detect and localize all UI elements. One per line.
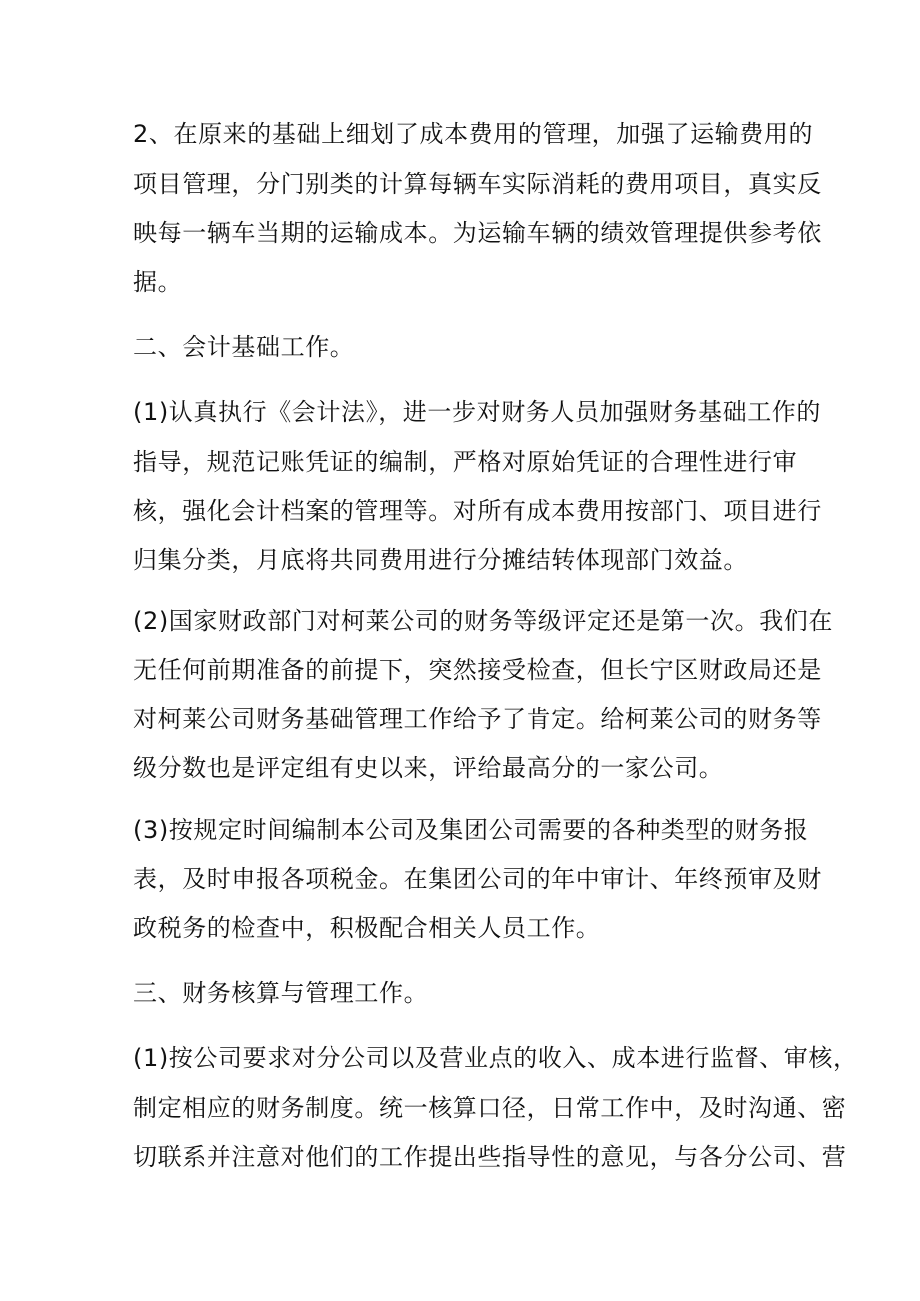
paragraph-3-line-4: 级分数也是评定组有史以来，评给最高分的一家公司。 xyxy=(133,754,724,782)
paragraph-3-line-2: 无任何前期准备的前提下，突然接受检查，但长宁区财政局还是 xyxy=(133,656,822,684)
paragraph-4-line-3: 政税务的检查中，积极配合相关人员工作。 xyxy=(133,914,601,942)
paragraph-1-line-2: 项目管理，分门别类的计算每辆车实际消耗的费用项目，真实反 xyxy=(133,170,822,198)
paragraph-2-line-4: 归集分类，月底将共同费用进行分摊结转体现部门效益。 xyxy=(133,546,748,574)
paragraph-5-line-1: (1)按公司要求对分公司以及营业点的收入、成本进行监督、审核， xyxy=(133,1044,858,1072)
paragraph-1-line-4: 据。 xyxy=(133,268,183,296)
paragraph-2-line-3: 核，强化会计档案的管理等。对所有成本费用按部门、项目进行 xyxy=(133,497,822,525)
paragraph-1-line-3: 映每一辆车当期的运输成本。为运输车辆的绩效管理提供参考依 xyxy=(133,219,822,247)
paragraph-1-line-1: 2、在原来的基础上细划了成本费用的管理，加强了运输费用的 xyxy=(133,120,814,148)
section-heading-financial-accounting: 三、财务核算与管理工作。 xyxy=(133,979,429,1007)
section-heading-accounting-basics: 二、会计基础工作。 xyxy=(133,333,355,361)
paragraph-3-line-1: (2)国家财政部门对柯莱公司的财务等级评定还是第一次。我们在 xyxy=(133,607,833,635)
paragraph-2-line-1: (1)认真执行《会计法》，进一步对财务人员加强财务基础工作的 xyxy=(133,398,821,426)
paragraph-4-line-1: (3)按规定时间编制本公司及集团公司需要的各种类型的财务报 xyxy=(133,816,809,844)
paragraph-3-line-3: 对柯莱公司财务基础管理工作给予了肯定。给柯莱公司的财务等 xyxy=(133,705,822,733)
paragraph-2-line-2: 指导，规范记账凭证的编制，严格对原始凭证的合理性进行审 xyxy=(133,448,798,476)
paragraph-4-line-2: 表，及时申报各项税金。在集团公司的年中审计、年终预审及财 xyxy=(133,865,822,893)
paragraph-5-line-3: 切联系并注意对他们的工作提出些指导性的意见，与各分公司、营 xyxy=(133,1143,847,1171)
paragraph-5-line-2: 制定相应的财务制度。统一核算口径，日常工作中，及时沟通、密 xyxy=(133,1094,847,1122)
